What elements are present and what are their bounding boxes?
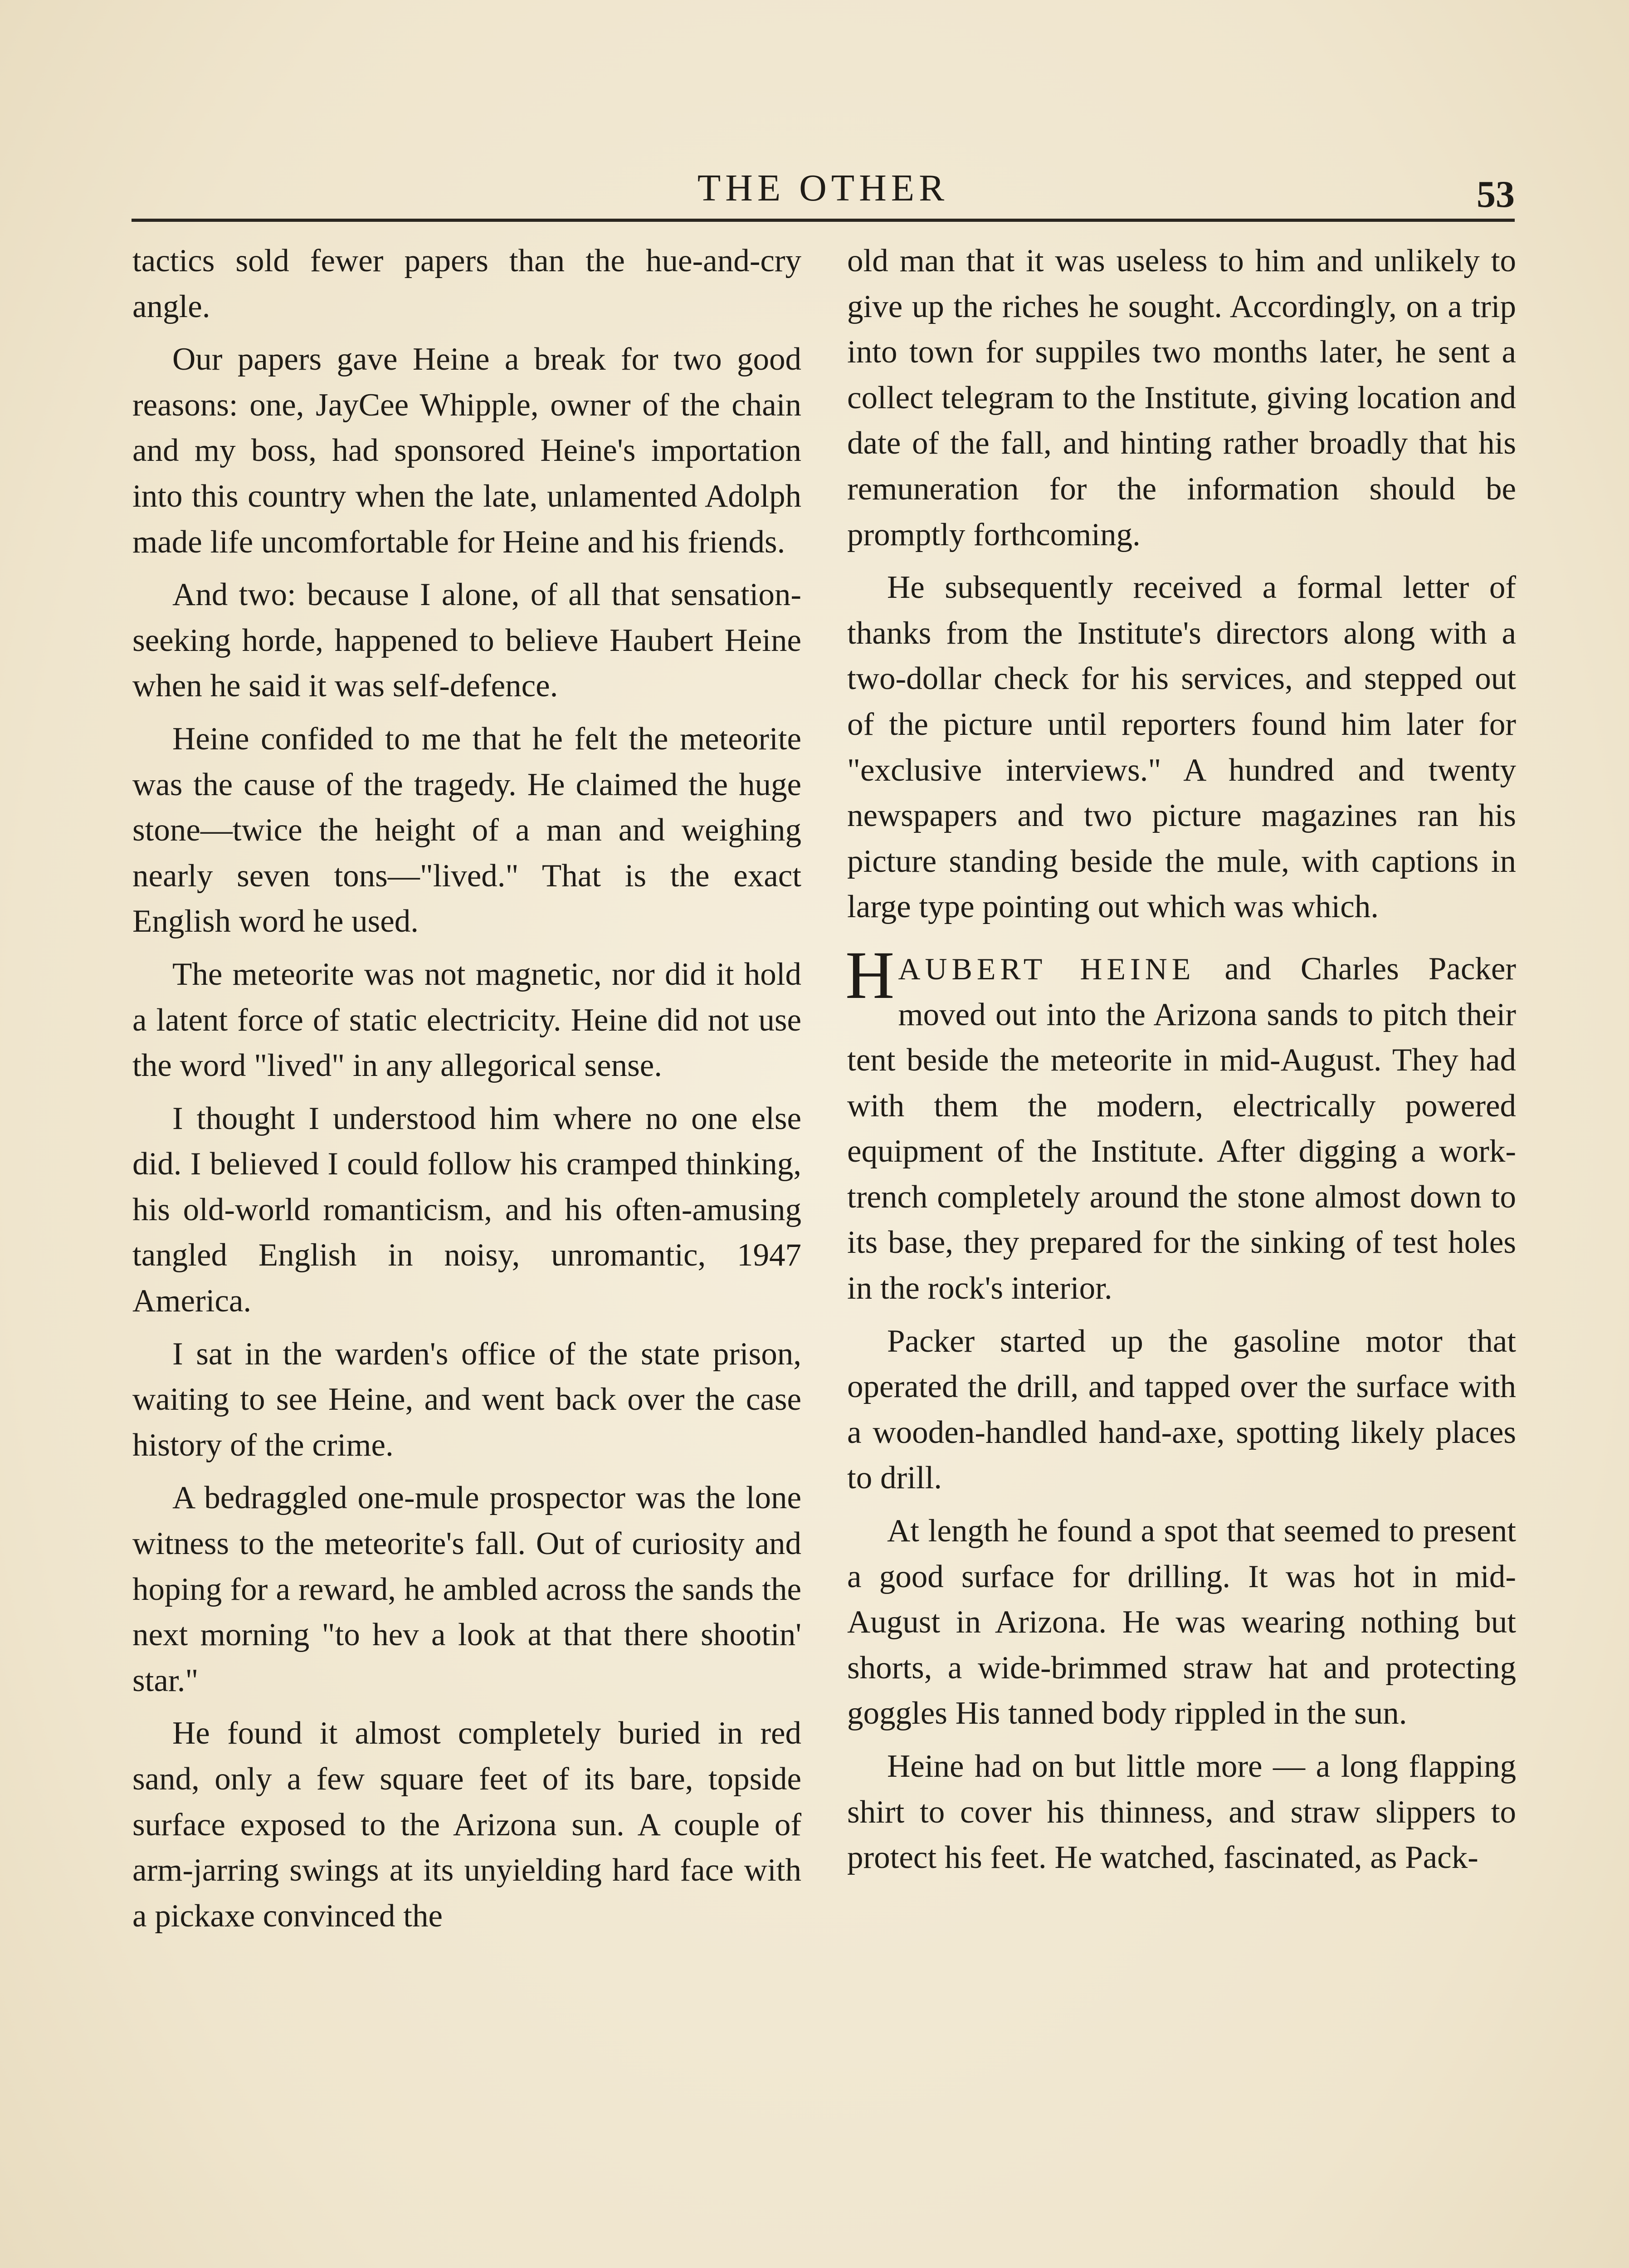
paragraph: And two: because I alone, of all that sensation-seeking horde, happened to believe Haubert Heine when he said it was self-defence. bbox=[132, 577, 801, 704]
paragraph: Our papers gave Heine a break for two good reasons: one, JayCee Whipple, owner of the chain and my boss, had sponsored Heine's importation into this country when the late, unlamented Adolph made life uncomfortable for Heine and his friends. bbox=[132, 342, 801, 560]
right-column bbox=[847, 238, 1516, 2268]
drop-cap: H bbox=[845, 937, 895, 1013]
page-header bbox=[132, 163, 1515, 227]
paragraph: At length he found a spot that seemed to present a good surface for drilling. It was hot in mid-August in Arizona. He was wearing nothing but shorts, a wide-brimmed straw hat and protecting goggles His tanned body rippled in the sun. bbox=[847, 1513, 1516, 1731]
page-number: 53 bbox=[1477, 173, 1515, 215]
paragraph: Heine confided to me that he felt the meteorite was the cause of the tragedy. He claimed the huge stone—twice the height of a man and weighing nearly seven tons—"lived." That is the exact English word he used. bbox=[132, 721, 801, 939]
running-title: THE OTHER bbox=[697, 167, 949, 209]
paragraph: old man that it was useless to him and unlikely to give up the riches he sought. Accordingly, on a trip into town for suppiles two months later, he sent a collect telegram to the Institute, giving location and date of the fall, and hinting rather broadly that his remuneration for the information should be promptly forthcoming. bbox=[847, 243, 1516, 552]
paragraph: I sat in the warden's office of the state prison, waiting to see Heine, and went back over the case history of the crime. bbox=[132, 1336, 801, 1463]
paragraph: He found it almost completely buried in red sand, only a few square feet of its bare, topside surface exposed to the Arizona sun. A couple of arm-jarring swings at its unyielding hard face with a pickaxe convinced the bbox=[132, 1716, 801, 1934]
left-column bbox=[132, 238, 801, 2268]
paragraph: The meteorite was not magnetic, nor did it hold a latent force of static electricity. Heine did not use the word "lived" in any allegorical sense. bbox=[132, 956, 801, 1084]
paragraph: tactics sold fewer papers than the hue-and-cry angle. bbox=[132, 243, 801, 324]
paragraph: Packer started up the gasoline motor that operated the drill, and tapped over the surface with a wooden-handled hand-axe, spotting likely places to drill. bbox=[847, 1323, 1516, 1496]
section-lead-text: and Charles Packer moved out into the Arizona sands to pitch their tent beside the meteorite in mid-August. They had with them the modern, electrically powered equipment of the Institute. After digging a work-trench completely around the stone almost down to its base, they prepared for the sinking of test holes in the rock's interior. bbox=[847, 951, 1516, 1306]
paragraph: A bedraggled one-mule prospector was the lone witness to the meteorite's fall. Out of curiosity and hoping for a reward, he ambled across the sands the next morning "to hev a look at that there shootin' star." bbox=[132, 1480, 801, 1698]
paragraph: He subsequently received a formal letter of thanks from the Institute's directors along with a two-dollar check for his services, and stepped out of the picture until reporters found him later for "exclusive interviews." A hundred and twenty newspapers and two picture magazines ran his picture standing beside the mule, with captions in large type pointing out which was which. bbox=[847, 570, 1516, 925]
header-rule bbox=[132, 219, 1515, 222]
paragraph: I thought I understood him where no one else did. I believed I could follow his cramped thinking, his old-world romanticism, and his often-amusing tangled English in noisy, unromantic, 1947 America. bbox=[132, 1100, 801, 1319]
section-lead-caps: AUBERT HEINE bbox=[898, 951, 1195, 986]
section-opening-paragraph bbox=[845, 937, 1516, 1311]
paragraph: Heine had on but little more — a long flapping shirt to cover his thinness, and straw slippers to protect his feet. He watched, fascinated, as Pack- bbox=[847, 1749, 1516, 1876]
